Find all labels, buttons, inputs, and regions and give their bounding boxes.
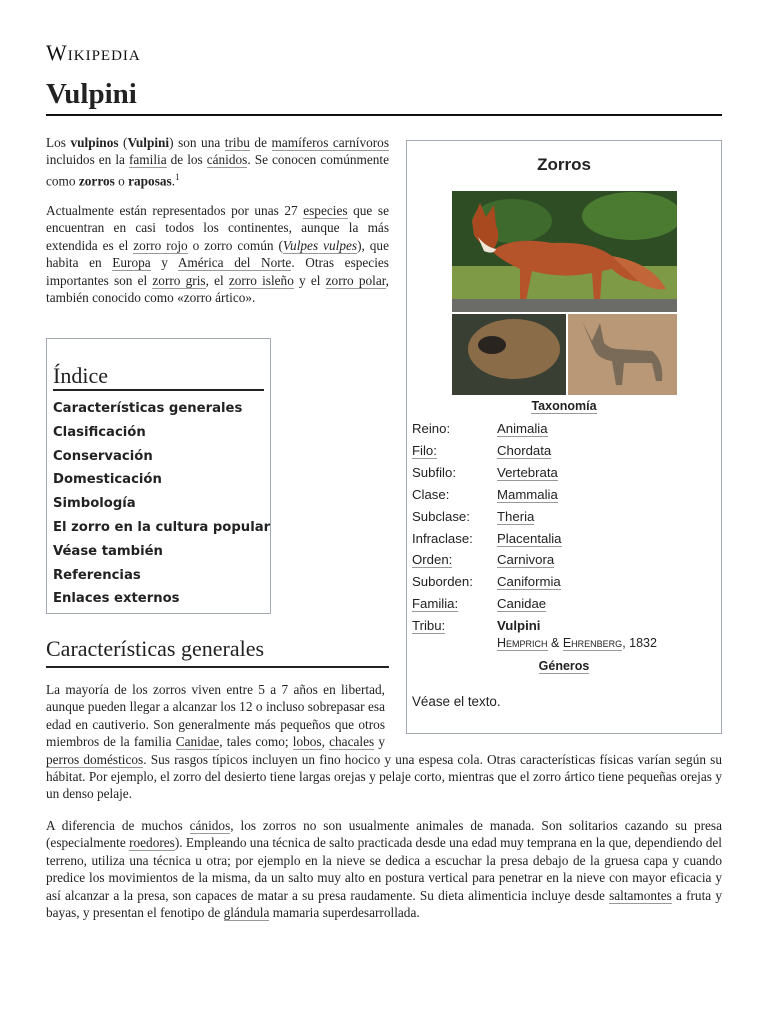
text-run: y [374,734,385,750]
text-run: . Sus rasgos típicos incluyen un fino hocico y una espesa cola. Otras características físicas varían según su hábitat. Por ejemplo, el zorro del desierto tiene largas orejas y pelaje corto, mientras que el zorro ártico tiene pequeñas orejas y un denso pelaje. [46,751,722,802]
inline-link[interactable]: saltamontes [609,887,672,903]
text-run: , [321,734,330,750]
page-title: Vulpini [46,78,722,116]
inline-link[interactable]: mamíferos carnívoros [271,135,390,150]
text-run: Vulpini [127,135,170,150]
taxonomy-value[interactable]: Canidae [497,596,547,612]
taxon-authority: Hemprich & Ehrenberg, 1832 [497,636,657,650]
inline-link[interactable]: América del Norte [177,255,292,271]
taxonomy-row [412,465,712,485]
text-run: o [114,173,129,189]
toc-item[interactable]: Domesticación [53,472,162,488]
text-run: de los [166,152,207,168]
toc-title: Índice [53,363,264,391]
taxonomy-row [412,509,712,529]
inline-link[interactable]: Europa [112,255,151,271]
text-run: , los zorros no son usualmente animales de manada. Son solitarios cazando su presa (especialmente [46,818,722,851]
text-run: incluidos en la [46,152,129,168]
text-run: que se encuentran en casi todos los continentes, aunque la más extendida es el [46,203,389,253]
inline-link[interactable]: cánidos [189,818,231,833]
taxonomy-row [412,596,712,616]
taxonomy-value[interactable]: Animalia [497,421,548,436]
authority-link[interactable]: Hemprich [497,636,548,650]
toc-item[interactable]: Clasificación [53,424,146,440]
text-run: . [171,173,176,189]
text-run: raposas [128,173,172,189]
taxonomy-row [412,552,712,572]
text-run: , el [205,272,229,288]
inline-link[interactable]: familia [128,152,167,168]
text-run: o zorro común ( [187,237,283,253]
taxonomy-rank: Suborden: [412,574,473,590]
inline-link[interactable]: zorro rojo [133,237,188,253]
taxonomy-rank: Subfilo: [412,464,456,480]
taxonomy-value[interactable]: Chordata [497,442,552,458]
taxonomy-rank[interactable]: Tribu: [412,618,446,634]
inline-link[interactable]: zorro polar [325,272,386,288]
taxobox-title: Zorros [537,155,591,174]
wikipedia-wordmark[interactable]: Wikipedia [46,40,141,65]
inline-link[interactable]: glándula [223,905,270,921]
see-text: Véase el texto. [412,694,501,709]
inline-link[interactable]: Canidae [175,734,220,750]
toc-list [53,397,271,611]
taxonomy-value[interactable]: Placentalia [497,530,562,546]
taxonomy-value[interactable]: Theria [497,508,535,524]
inline-link[interactable]: especies [303,203,348,218]
intro-paragraph-2 [46,202,389,306]
taxonomy-heading[interactable]: Taxonomía [531,399,597,413]
inline-link[interactable]: chacales [329,734,375,750]
text-run: ), que habita en [46,237,389,271]
text-run: La mayoría de los zorros viven entre 5 a 7 años en libertad, aunque pueden llegar a alcanzar los 12 o incluso sobrepasar esa edad en cautiverio. Son generalmente más pequeños que otros miembros de la familia [46,682,385,750]
text-run: Los [46,135,71,150]
inline-link[interactable]: zorro gris [152,272,206,288]
toc-item[interactable]: El zorro en la cultura popular [53,519,271,535]
inline-link[interactable]: cánidos [206,152,248,168]
taxonomy-value[interactable]: Mammalia [497,486,558,502]
taxonomy-rank[interactable]: Familia: [412,596,459,612]
fox-photo-collage[interactable] [452,191,677,395]
taxonomy-value[interactable]: Caniformia [497,574,561,590]
text-run: vulpinos [70,135,119,150]
taxonomy-row [412,421,712,441]
taxonomy-row [412,574,712,594]
taxonomy-value[interactable]: Carnivora [497,552,555,568]
text-run: y [150,255,178,271]
text-run: Actualmente están representados por unas 27 [46,203,304,218]
taxonomy-rank: Subclase: [412,508,470,524]
text-run: ). Empleando una técnica de salto practicada desde una edad muy temprana en la que, dependiendo del terreno, utiliza una técnica u otra; por ejemplo en la nieve se dedica a escuchar la presa debajo de la gruesa capa y cuando predice los movimientos de la misma, da un salto muy alto en postura vertical para penetrar en la nieve con mayor eficacia y así alcanzar a la presa, son capaces de matar a su presa raudamente. Su dieta alimenticia incluye desde [46,835,723,903]
text-run: y el [293,272,326,288]
inline-link[interactable]: perros domésticos [46,751,144,767]
text-run: . Otras especies importantes son el [46,255,389,288]
inline-link[interactable]: zorro isleño [228,272,294,288]
taxonomy-row [412,487,712,507]
text-run: , también conocido como «zorro ártico». [46,272,389,306]
text-run: . Se conocen comúnmente como [46,152,389,189]
taxonomy-value[interactable]: Vertebrata [497,464,558,480]
intro-paragraph-1 [46,134,389,190]
text-run: zorros [78,173,115,189]
toc-item[interactable]: Enlaces externos [53,591,180,607]
taxonomy-rank: Reino: [412,421,451,436]
toc-item[interactable]: Véase también [53,543,163,559]
genera-heading[interactable]: Géneros [538,659,590,673]
text-run: ( [118,135,128,150]
taxobox [406,140,722,734]
text-run[interactable]: 1 [175,171,180,182]
toc-item[interactable]: Simbología [53,496,136,512]
taxonomy-rank: Clase: [412,486,450,502]
section-heading: Características generales [46,636,389,668]
toc-item[interactable]: Referencias [53,567,141,583]
table-of-contents [46,338,271,614]
text-run: de [249,135,272,150]
taxonomy-row [412,443,712,463]
taxonomy-value: Vulpini [497,618,541,634]
taxonomy-rank[interactable]: Orden: [412,552,453,568]
inline-link[interactable]: lobos [292,734,322,750]
text-run: a fruta y bayas, y presentan el fenotipo de [46,887,722,921]
inline-link[interactable]: roedores [129,835,175,851]
section-paragraph-2 [46,817,722,921]
taxonomy-row [412,531,712,551]
raccoon-dog-mask [478,336,506,354]
text-run: , tales como; [219,734,293,750]
text-run: ) son una [169,135,225,150]
inline-link[interactable]: tribu [224,135,250,150]
inline-link[interactable]: Vulpes vulpes [282,237,358,253]
authority-link[interactable]: Ehrenberg [562,636,623,650]
toc-item[interactable]: Conservación [53,448,153,464]
taxonomy-rank[interactable]: Filo: [412,442,437,458]
text-run: mamaria superdesarrollada. [269,905,420,921]
taxonomy-rank: Infraclase: [412,530,473,546]
toc-item[interactable]: Características generales [53,401,243,416]
text-run: A diferencia de muchos [46,818,190,833]
